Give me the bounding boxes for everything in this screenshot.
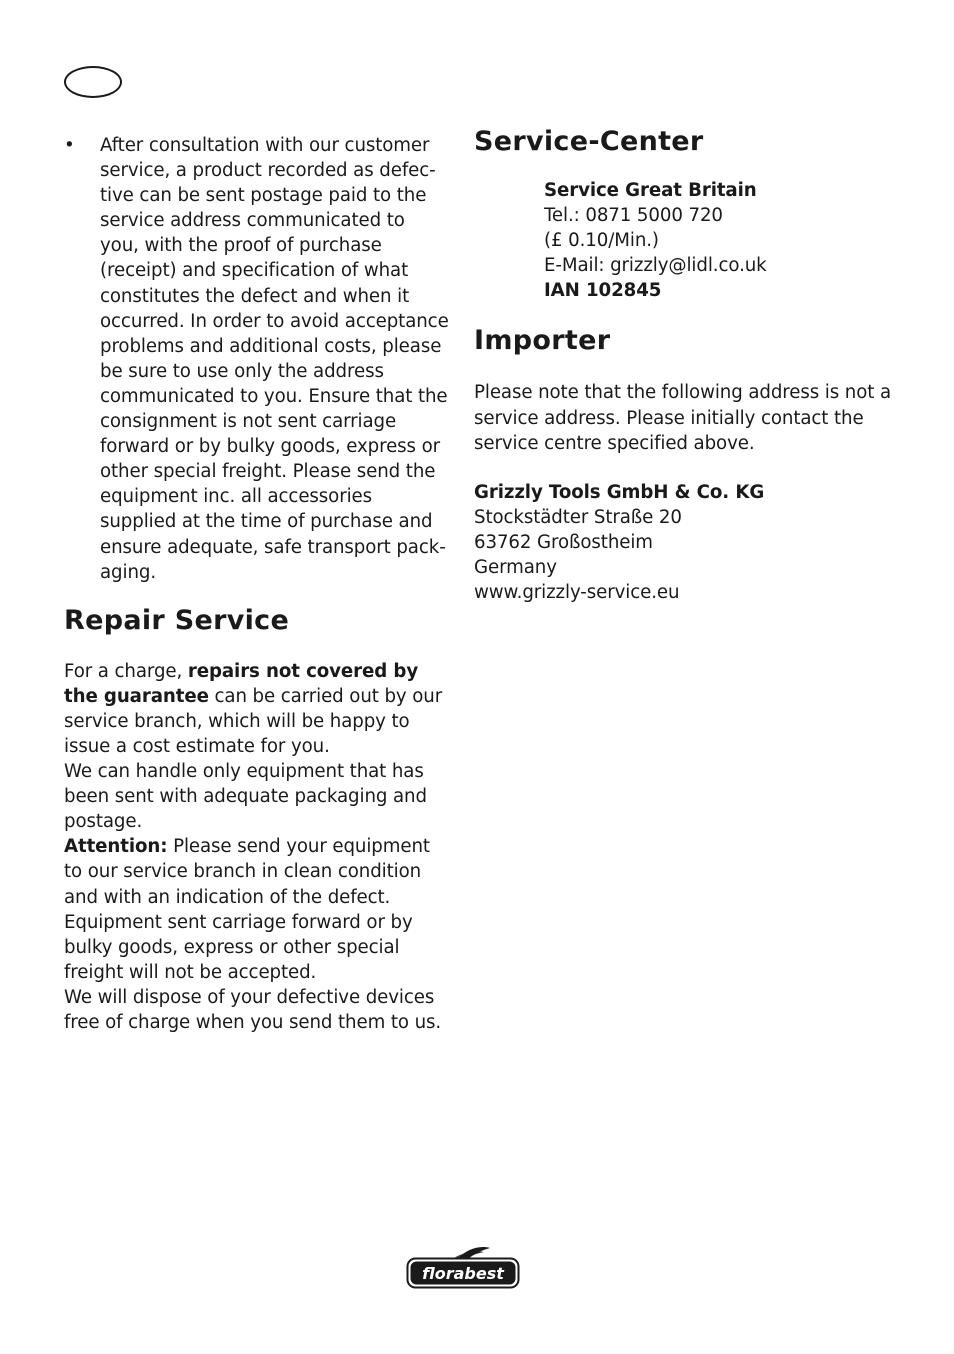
importer-note: Please note that the following address is not a service address. Please initially contact the service centre specified above. [474, 382, 892, 454]
repair-intro-bold: repairs not covered by the guarantee [64, 660, 419, 707]
left-column [64, 133, 449, 1035]
service-center-heading: Service-Center [474, 126, 704, 157]
florabest-logo [406, 1246, 520, 1290]
bullet-marker: • [64, 135, 75, 156]
language-badge [64, 66, 122, 98]
service-email: E-Mail: grizzly@lidl.co.uk [544, 255, 767, 277]
service-name: Service Great Britain [544, 180, 757, 201]
repair-service-heading: Repair Service [64, 604, 290, 636]
service-telephone: Tel.: 0871 5000 720 [544, 205, 723, 227]
repair-intro-paragraph [64, 659, 449, 759]
freight-paragraph: Equipment sent carriage forward or by bulky goods, express or other special freight will not be accepted. [64, 911, 413, 983]
logo-wordmark: florabest [422, 1264, 504, 1283]
repair-intro-text: For a charge, [64, 660, 188, 682]
repair-packaging-paragraph: We can handle only equipment that has been sent with adequate packaging and postage. [64, 761, 427, 833]
service-rate: (£ 0.10/Min.) [544, 230, 659, 252]
repair-intro-rest: can be carried out by our service branch, which will be happy to issue a cost estimate for you. [64, 685, 443, 757]
website-link[interactable]: www.grizzly-service.eu [474, 582, 680, 604]
service-ian: IAN 102845 [544, 280, 662, 302]
dispose-paragraph: We will dispose of your defective devices free of charge when you send them to us. [64, 986, 442, 1033]
service-center-details [474, 178, 894, 303]
repair-service-body [64, 659, 449, 1035]
attention-paragraph [64, 834, 449, 909]
attention-label: Attention: [64, 836, 168, 858]
address-street: Stockstädter Straße 20 [474, 506, 682, 528]
consultation-text: After consultation with our customer service, a product recorded as defective can be sent postage paid to the service address communicated to you, with the proof of purchase (receipt) and specification of what constitutes the defect and when it occurred. In order to avoid acceptance problems and additional costs, please be sure to use only the address communicated to you. Ensure that the consignment is not sent carriage forward or by bulky goods, express or other special freight. Please send the equipment inc. all accessories supplied at the time of purchase and ensure adequate, safe transport packaging. [100, 135, 449, 583]
importer-address [474, 480, 894, 605]
address-country: Germany [474, 557, 557, 579]
consultation-bullet [64, 133, 449, 585]
attention-text: Please send your equipment to our service branch in clean condition and with an indication of the defect. [64, 836, 430, 908]
company-name: Grizzly Tools GmbH & Co. KG [474, 481, 765, 503]
right-column [474, 126, 894, 605]
importer-heading: Importer [474, 325, 611, 357]
address-city: 63762 Großostheim [474, 531, 653, 553]
